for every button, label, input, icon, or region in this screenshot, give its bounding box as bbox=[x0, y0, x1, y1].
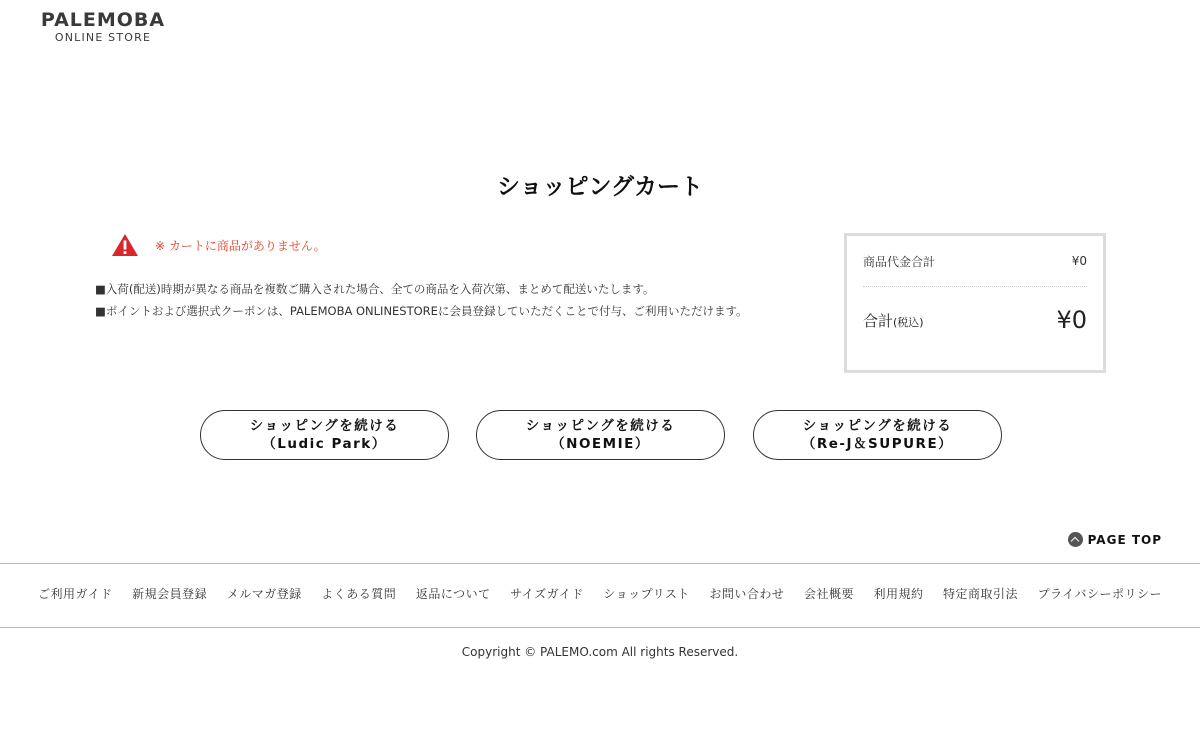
footer-link-returns[interactable]: 返品について bbox=[415, 587, 491, 601]
footer-link-terms[interactable]: 利用規約 bbox=[873, 587, 924, 601]
empty-cart-notice bbox=[111, 232, 326, 258]
footer-link-register[interactable]: 新規会員登録 bbox=[132, 587, 208, 601]
footer-link-shop-list[interactable]: ショップリスト bbox=[603, 587, 690, 601]
button-line2: （NOEMIE） bbox=[551, 436, 650, 452]
subtotal-row bbox=[863, 236, 1087, 287]
footer-link-contact[interactable]: お問い合わせ bbox=[709, 587, 785, 601]
footer-link-commerce-law[interactable]: 特定商取引法 bbox=[943, 587, 1019, 601]
store-logo[interactable] bbox=[37, 9, 169, 45]
copyright: Copyright © PALEMO.com All rights Reserved. bbox=[461, 645, 739, 659]
footer-divider-bottom bbox=[0, 627, 1200, 628]
cart-info bbox=[95, 278, 748, 322]
logo-sub-text: ONLINE STORE bbox=[54, 31, 152, 44]
button-line1: ショッピングを続ける bbox=[249, 418, 400, 434]
logo-main-text: PALEMOBA bbox=[40, 9, 166, 31]
page-title: ショッピングカート bbox=[496, 174, 704, 200]
warning-triangle-icon bbox=[111, 233, 139, 257]
continue-shopping-noemie-button[interactable] bbox=[476, 410, 725, 460]
notice-text: ※ カートに商品がありません。 bbox=[155, 238, 326, 253]
subtotal-label: 商品代金合計 bbox=[863, 254, 936, 269]
footer-link-privacy[interactable]: プライバシーポリシー bbox=[1037, 587, 1162, 601]
button-line2: （Ludic Park） bbox=[262, 436, 387, 452]
page-top-link[interactable] bbox=[1068, 532, 1162, 547]
footer-link-newsletter[interactable]: メルマガ登録 bbox=[226, 587, 302, 601]
footer-divider-top bbox=[0, 563, 1200, 564]
button-line1: ショッピングを続ける bbox=[525, 418, 676, 434]
tax-note: (税込) bbox=[893, 315, 924, 329]
footer-nav bbox=[38, 585, 1162, 602]
footer-link-faq[interactable]: よくある質問 bbox=[321, 587, 397, 601]
subtotal-value: ¥0 bbox=[1071, 254, 1087, 268]
order-summary bbox=[844, 233, 1106, 373]
total-label: 合計(税込) bbox=[863, 311, 924, 330]
button-line2: （Re-J＆SUPURE） bbox=[801, 436, 954, 452]
footer-link-size-guide[interactable]: サイズガイド bbox=[510, 587, 584, 601]
total-value: ¥0 bbox=[1056, 306, 1087, 334]
continue-shopping-ludic-park-button[interactable] bbox=[200, 410, 449, 460]
continue-shopping-rej-supure-button[interactable] bbox=[753, 410, 1002, 460]
footer-link-guide[interactable]: ご利用ガイド bbox=[38, 587, 113, 601]
chevron-up-circle-icon bbox=[1068, 532, 1083, 547]
info-line-delivery: ■入荷(配送)時期が異なる商品を複数ご購入された場合、全ての商品を入荷次第、まとめて配送いたします。 bbox=[95, 282, 655, 296]
total-row bbox=[863, 287, 1087, 353]
info-line-points: ■ポイントおよび選択式クーポンは、PALEMOBA ONLINESTOREに会員登録していただくことで付与、ご利用いただけます。 bbox=[95, 304, 748, 318]
button-line1: ショッピングを続ける bbox=[802, 418, 953, 434]
footer-link-company[interactable]: 会社概要 bbox=[803, 587, 854, 601]
page-top-label: PAGE TOP bbox=[1087, 532, 1162, 547]
